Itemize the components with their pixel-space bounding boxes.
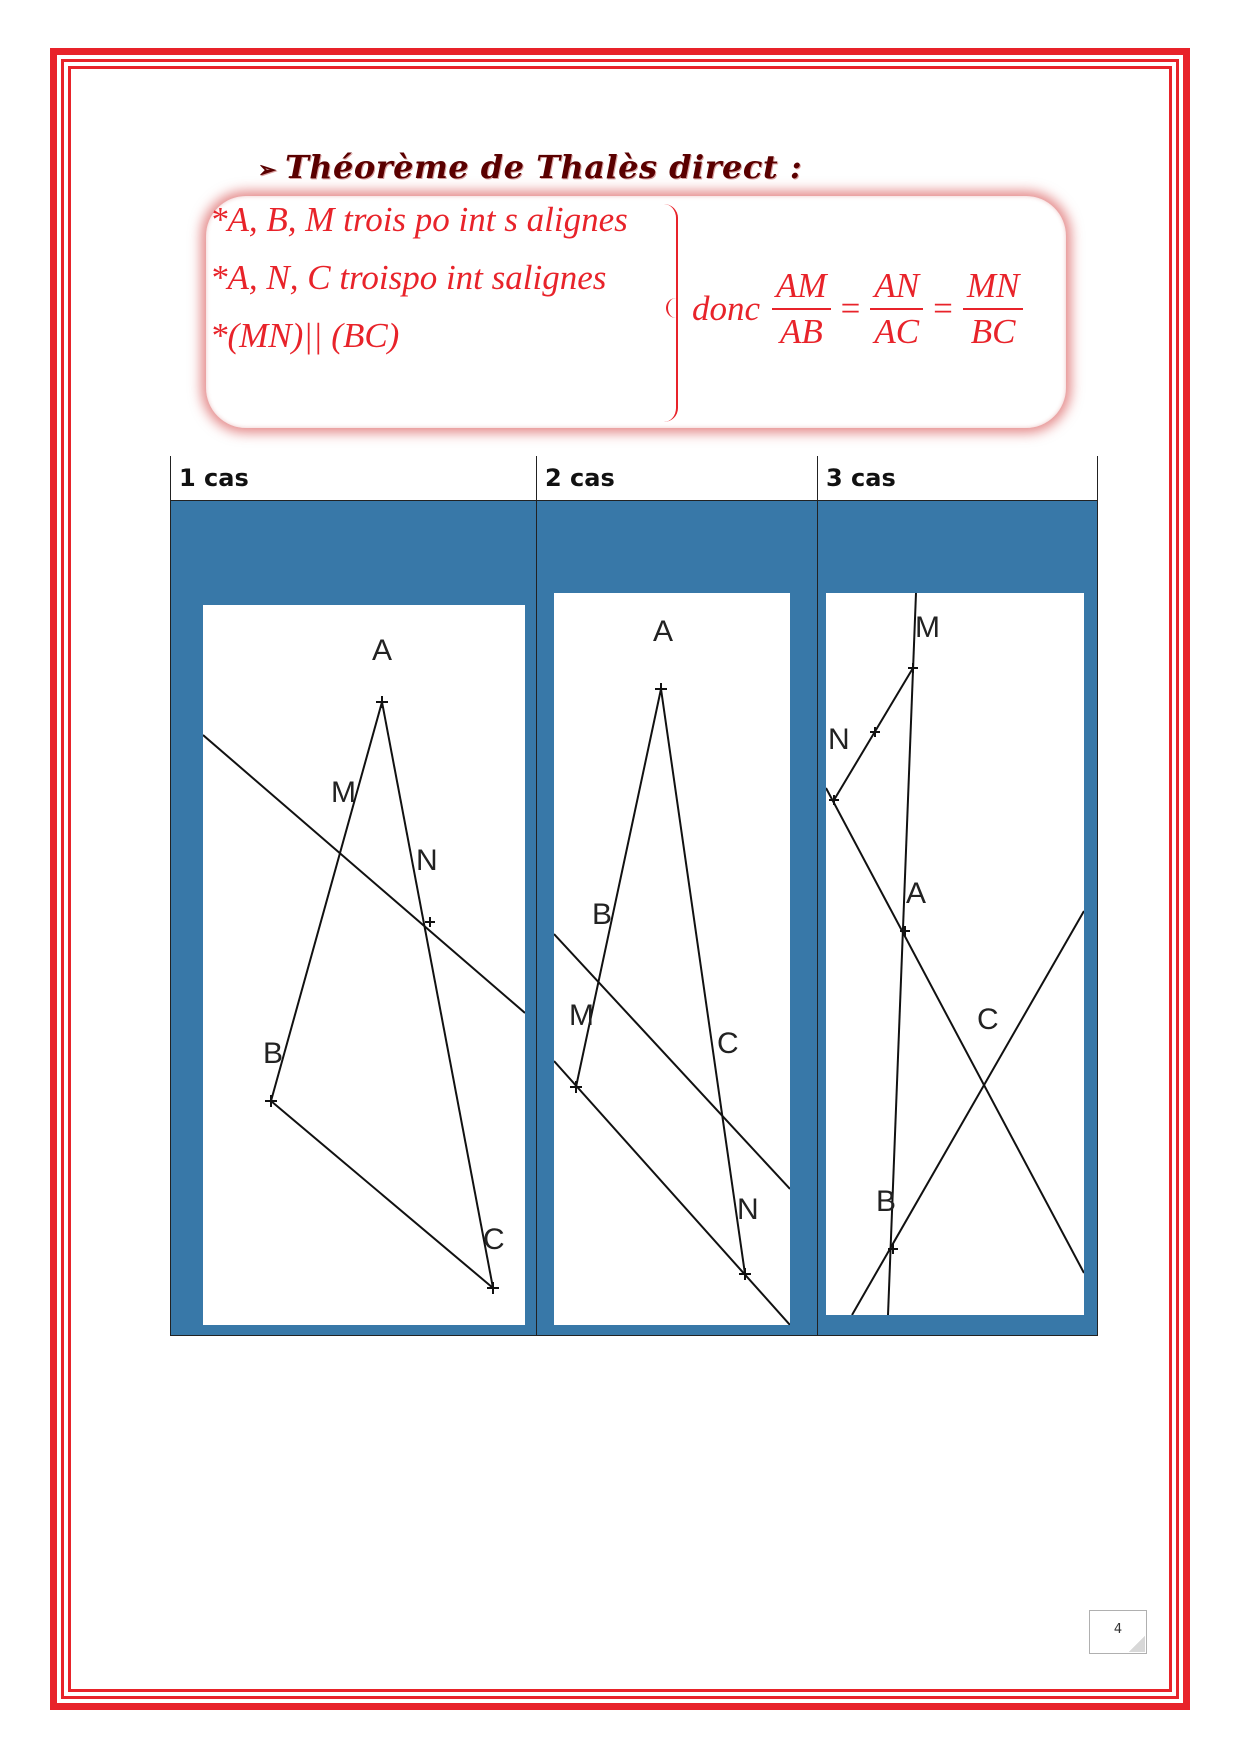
fraction-am-ab xyxy=(772,266,831,352)
point-m-marker xyxy=(908,663,918,673)
segment-bc xyxy=(271,1101,493,1288)
point-c-label: C xyxy=(977,1003,999,1036)
fraction-numerator: MN xyxy=(963,266,1024,310)
case-2-header: 2 cas xyxy=(537,456,818,501)
point-b-label: B xyxy=(592,898,613,931)
point-a-label: A xyxy=(653,615,674,648)
cases-header-row xyxy=(171,456,1098,501)
segment-ac xyxy=(382,702,493,1288)
point-a-marker xyxy=(376,696,388,708)
conclusion-formula xyxy=(692,266,1031,352)
case-2-cell xyxy=(537,501,818,1336)
case-3-cell xyxy=(818,501,1098,1336)
page-number: 4 xyxy=(1089,1610,1147,1654)
line-na xyxy=(826,788,1084,1273)
equals-sign: = xyxy=(933,289,953,328)
point-m-label: M xyxy=(331,776,356,809)
point-a-label: A xyxy=(906,877,927,910)
point-a-marker xyxy=(900,926,910,936)
case-2-figure xyxy=(554,593,790,1325)
hypothesis-1: *A, B, M trois po int s alignes xyxy=(210,200,628,239)
point-a-label: A xyxy=(372,634,393,667)
theorem-box xyxy=(206,196,1066,428)
point-n-label: N xyxy=(828,723,850,756)
case-3-header: 3 cas xyxy=(818,456,1098,501)
parallel-line-bc xyxy=(554,934,790,1189)
point-c-label: C xyxy=(717,1027,739,1060)
page-fold-icon xyxy=(1129,1636,1145,1652)
segment-an xyxy=(661,689,745,1274)
fraction-an-ac xyxy=(870,266,923,352)
point-b-label: B xyxy=(263,1037,284,1070)
parallel-line-mn xyxy=(203,735,525,1013)
case-1-header: 1 cas xyxy=(171,456,537,501)
fraction-mn-bc xyxy=(963,266,1024,352)
heading-text: Théorème de Thalès direct : xyxy=(284,148,803,186)
point-b-label: B xyxy=(876,1185,897,1218)
conclusion-word: donc xyxy=(692,289,761,328)
fraction-numerator: AM xyxy=(772,266,831,310)
hypothesis-3: *(MN)|| (BC) xyxy=(210,316,400,355)
cases-table xyxy=(170,456,1098,1336)
fraction-denominator: AB xyxy=(779,312,823,351)
point-n-label: N xyxy=(416,844,438,877)
case-3-figure xyxy=(826,593,1084,1315)
case-1-figure xyxy=(203,605,525,1325)
fraction-numerator: AN xyxy=(870,266,923,310)
fraction-denominator: AC xyxy=(874,312,920,351)
case-1-cell xyxy=(171,501,537,1336)
equals-sign: = xyxy=(840,289,861,328)
point-n-marker xyxy=(425,917,435,927)
cases-figure-row xyxy=(171,501,1098,1336)
arrow-bullet-icon: ➢ xyxy=(258,156,277,183)
point-n-label: N xyxy=(737,1193,759,1226)
line-cb xyxy=(852,911,1084,1315)
fraction-denominator: BC xyxy=(970,312,1016,351)
segment-ab xyxy=(271,702,382,1101)
point-a-marker xyxy=(655,683,667,695)
point-m-label: M xyxy=(915,611,940,644)
point-c-label: C xyxy=(483,1223,505,1256)
hypothesis-2: *A, N, C troispo int salignes xyxy=(210,258,607,297)
point-m-label: M xyxy=(569,999,594,1032)
theorem-heading xyxy=(258,148,802,186)
